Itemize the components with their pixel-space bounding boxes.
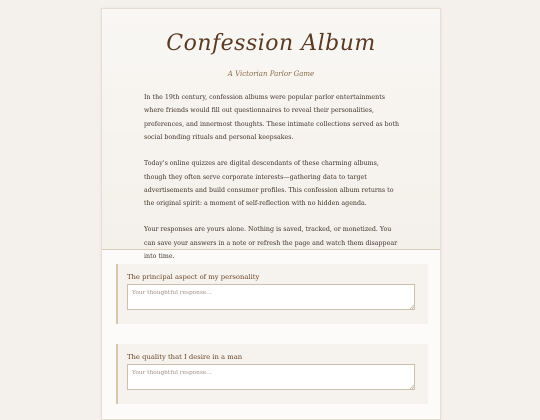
question-card <box>116 264 428 324</box>
resize-handle-icon[interactable] <box>409 304 415 310</box>
intro-paragraph: In the 19th century, confession albums were popular parlor entertainments where friends would fill out questionnaires to reveal their personalities, preferences, and innermost thoughts. These intimate collections served as both social bonding rituals and personal keepsakes. <box>144 94 400 142</box>
resize-handle-icon[interactable] <box>409 384 415 390</box>
page-subtitle: A Victorian Parlor Game <box>227 70 315 78</box>
question-card <box>116 344 428 404</box>
intro-paragraph: Your responses are yours alone. Nothing is saved, tracked, or monetized. You can save your answers in a note or refresh the page and watch them disappear into time. <box>144 226 398 261</box>
response-textarea[interactable]: Your thoughtful response... <box>127 364 415 390</box>
question-label: The quality that I desire in a man <box>127 353 243 361</box>
intro-header <box>102 9 440 261</box>
album-page <box>101 8 441 420</box>
question-label: The principal aspect of my personality <box>127 273 260 281</box>
intro-paragraph: Today's online quizzes are digital descendants of these charming albums, though they often serve corporate interests—gathering data to target advertisements and build consumer profiles. This confession album returns to the original spirit: a moment of self-reflection with no hidden agenda. <box>144 160 394 208</box>
response-textarea[interactable]: Your thoughtful response... <box>127 284 415 310</box>
intro-text <box>144 91 400 276</box>
page-title: Confession Album <box>166 31 376 56</box>
